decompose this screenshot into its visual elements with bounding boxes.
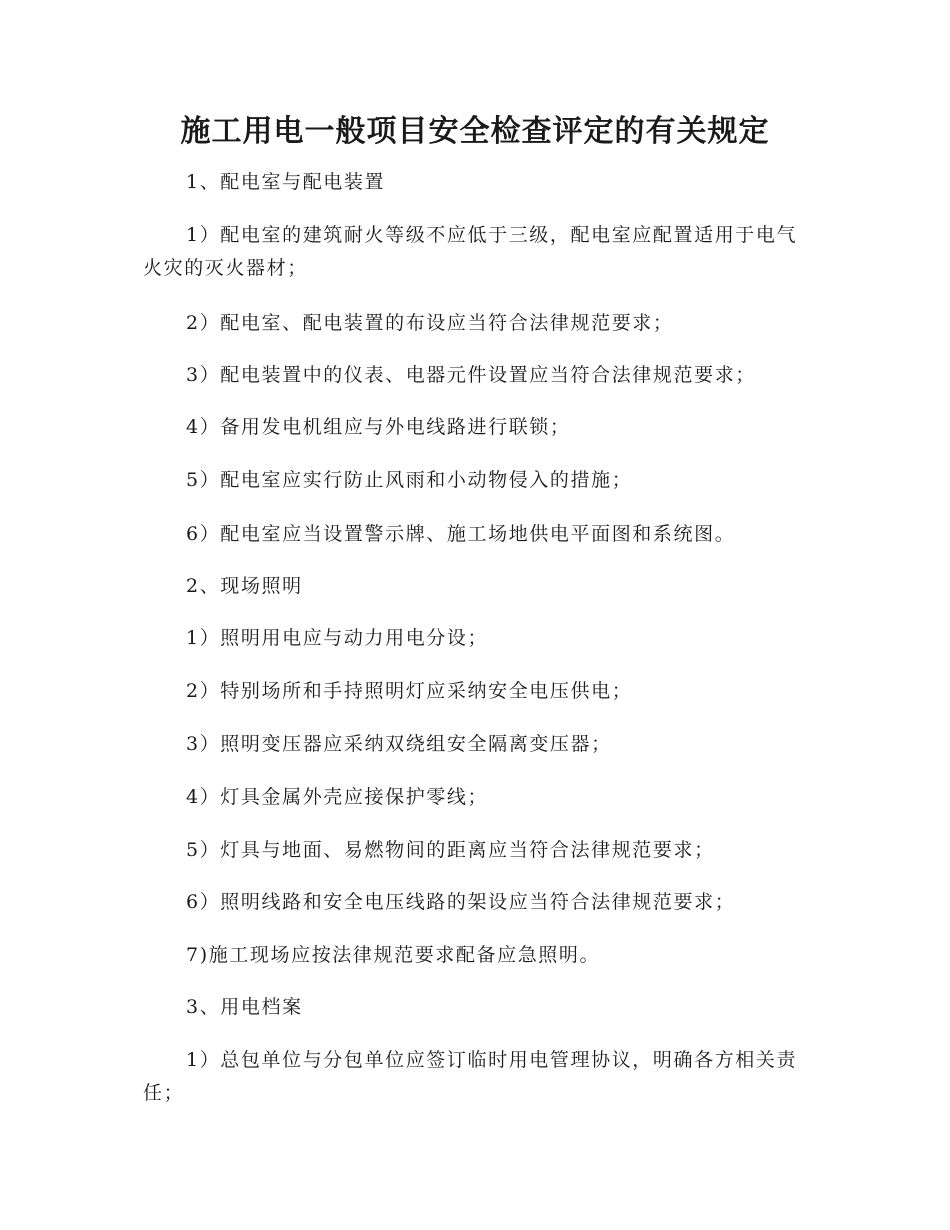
section-heading: 2、现场照明 [186,575,303,597]
paragraph: 2）特别场所和手持照明灯应采纳安全电压供电； [186,680,633,702]
paragraph: 5）灯具与地面、易燃物间的距离应当符合法律规范要求； [186,839,715,861]
paragraph: 4）灯具金属外壳应接保护零线； [186,786,489,808]
paragraph: 1）配电室的建筑耐火等级不应低于三级，配电室应配置适用于电气火灾的灭火器材； [143,224,798,279]
paragraph: 6）配电室应当设置警示牌、施工场地供电平面图和系统图。 [186,523,736,545]
section-heading: 1、配电室与配电装置 [186,171,386,193]
paragraph: 3）照明变压器应采纳双绕组安全隔离变压器； [186,733,612,755]
document-title: 施工用电一般项目安全检查评定的有关规定 [180,114,770,149]
paragraph: 1）总包单位与分包单位应签订临时用电管理协议，明确各方相关责任； [143,1049,798,1104]
paragraph: 3）配电装置中的仪表、电器元件设置应当符合法律规范要求； [186,364,756,386]
section-heading: 3、用电档案 [186,996,303,1018]
paragraph: 2）配电室、配电装置的布设应当符合法律规范要求； [186,312,674,334]
paragraph: 5）配电室应实行防止风雨和小动物侵入的措施； [186,469,633,491]
paragraph: 6）照明线路和安全电压线路的架设应当符合法律规范要求； [186,891,736,913]
paragraph: 4）备用发电机组应与外电线路进行联锁； [186,416,571,438]
paragraph: 1）照明用电应与动力用电分设； [186,627,489,649]
paragraph: 7)施工现场应按法律规范要求配备应急照明。 [186,944,601,966]
